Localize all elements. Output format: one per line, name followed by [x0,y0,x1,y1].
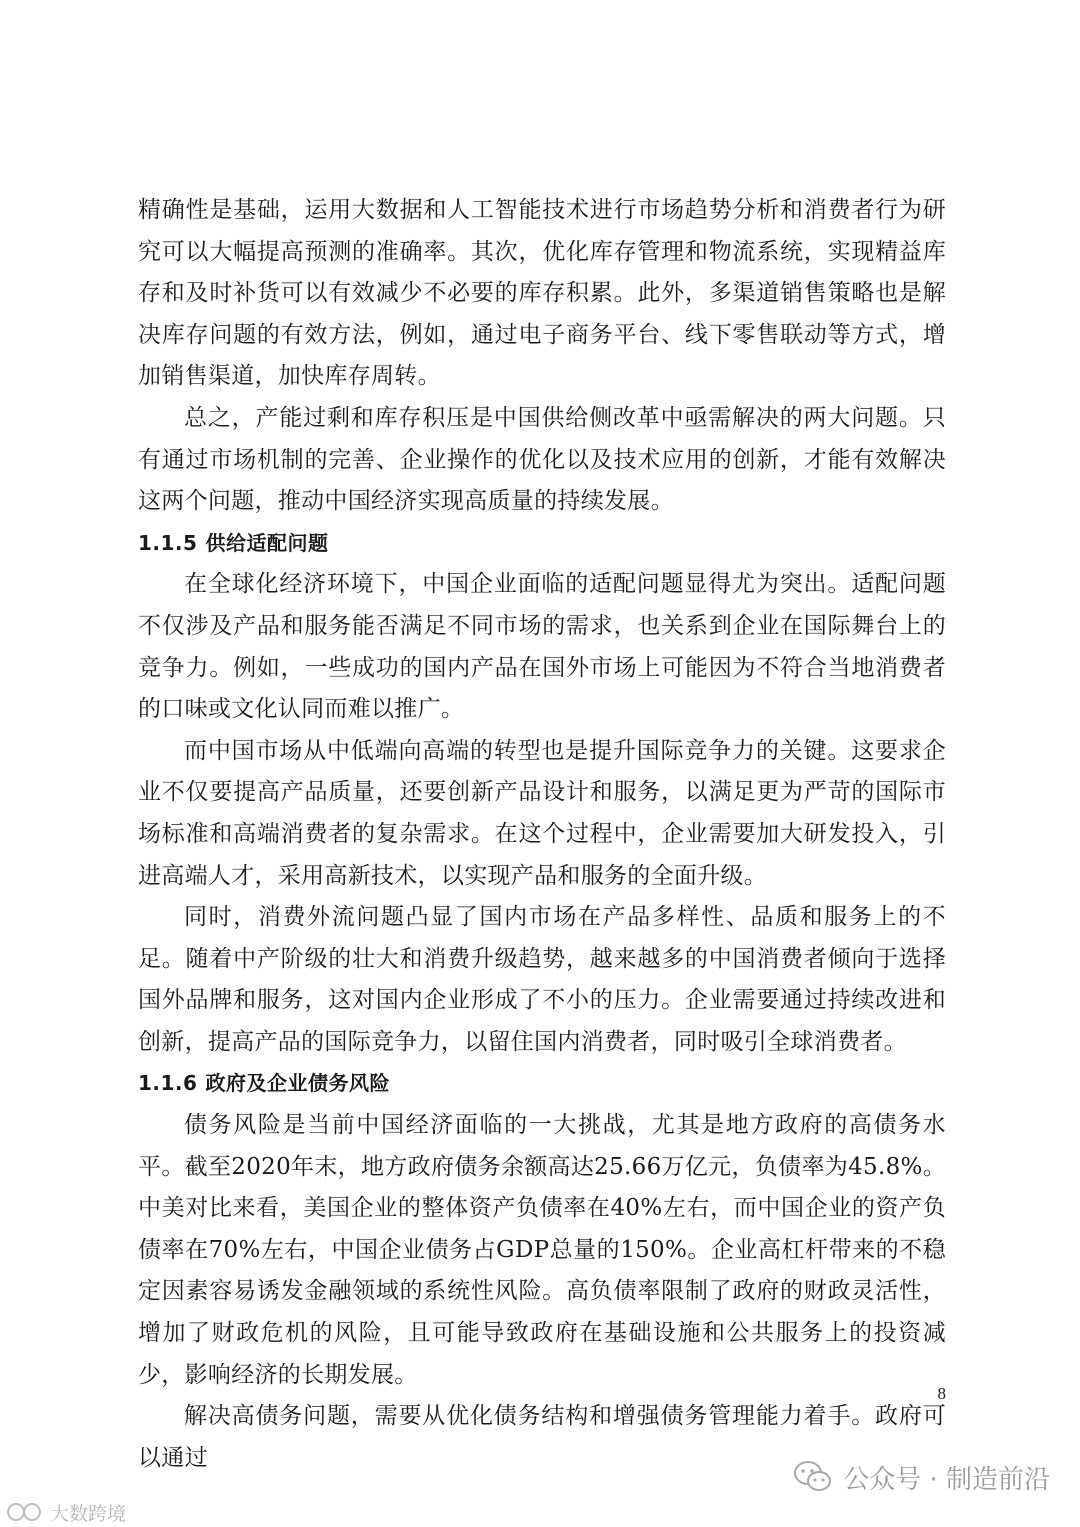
brand-watermark [6,1500,126,1524]
page-number: 8 [937,1384,946,1403]
page-body [138,190,946,1479]
section-title: 政府及企业债务风险 [205,1071,390,1096]
brand-watermark-label: 大数跨境 [50,1502,127,1525]
wechat-watermark [793,1457,1050,1497]
body-paragraph: 在全球化经济环境下，中国企业面临的适配问题显得尤为突出。适配问题不仅涉及产品和服务能否满足不同市场的需求，也关系到企业在国际舞台上的竞争力。例如，一些成功的国内产品在国外市场上可能因为不符合当地消费者的口味或文化认同而难以推广。 [138,571,946,723]
body-paragraph: 同时，消费外流问题凸显了国内市场在产品多样性、品质和服务上的不足。随着中产阶级的壮大和消费升级趋势，越来越多的中国消费者倾向于选择国外品牌和服务，这对国内企业形成了不小的压力。企业需要通过持续改进和创新，提高产品的国际竞争力，以留住国内消费者，同时吸引全球消费者。 [138,904,946,1055]
section-heading [138,523,946,565]
body-paragraph: 解决高债务问题，需要从优化债务结构和增强债务管理能力着手。政府可以通过 [138,1403,946,1471]
section-title: 供给适配问题 [205,530,329,555]
section-heading [138,1063,946,1105]
body-paragraph: 而中国市场从中低端向高端的转型也是提升国际竞争力的关键。这要求企业不仅要提高产品质量，还要创新产品设计和服务，以满足更为严苛的国际市场标准和高端消费者的复杂需求。在这个过程中，企业需要加大研发投入，引进高端人才，采用高新技术，以实现产品和服务的全面升级。 [138,737,946,889]
section-number: 1.1.6 [138,1071,198,1096]
wechat-icon [793,1460,833,1494]
section-number: 1.1.5 [138,530,198,555]
body-paragraph: 精确性是基础，运用大数据和人工智能技术进行市场趋势分析和消费者行为研究可以大幅提高预测的准确率。其次，优化库存管理和物流系统，实现精益库存和及时补货可以有效减少不必要的库存积累。此外，多渠道销售策略也是解决库存问题的有效方法，例如，通过电子商务平台、线下零售联动等方式，增加销售渠道，加快库存周转。 [138,197,946,390]
body-paragraph: 总之，产能过剩和库存积压是中国供给侧改革中亟需解决的两大问题。只有通过市场机制的完善、企业操作的优化以及技术应用的创新，才能有效解决这两个问题，推动中国经济实现高质量的持续发展。 [138,404,946,515]
wechat-account-label: 公众号 · 制造前沿 [843,1464,1050,1495]
brand-logo-icon [6,1501,46,1523]
body-paragraph: 债务风险是当前中国经济面临的一大挑战，尤其是地方政府的高债务水平。截至2020年末，地方政府债务余额高达25.66万亿元，负债率为45.8%。中美对比来看，美国企业的整体资产负债率在40%左右，而中国企业的资产负债率在70%左右，中国企业债务占GDP总量的150%。企业高杠杆带来的不稳定因素容易诱发金融领域的系统性风险。高负债率限制了政府的财政灵活性，增加了财政危机的风险，且可能导致政府在基础设施和公共服务上的投资减少，影响经济的长期发展。 [138,1112,946,1388]
